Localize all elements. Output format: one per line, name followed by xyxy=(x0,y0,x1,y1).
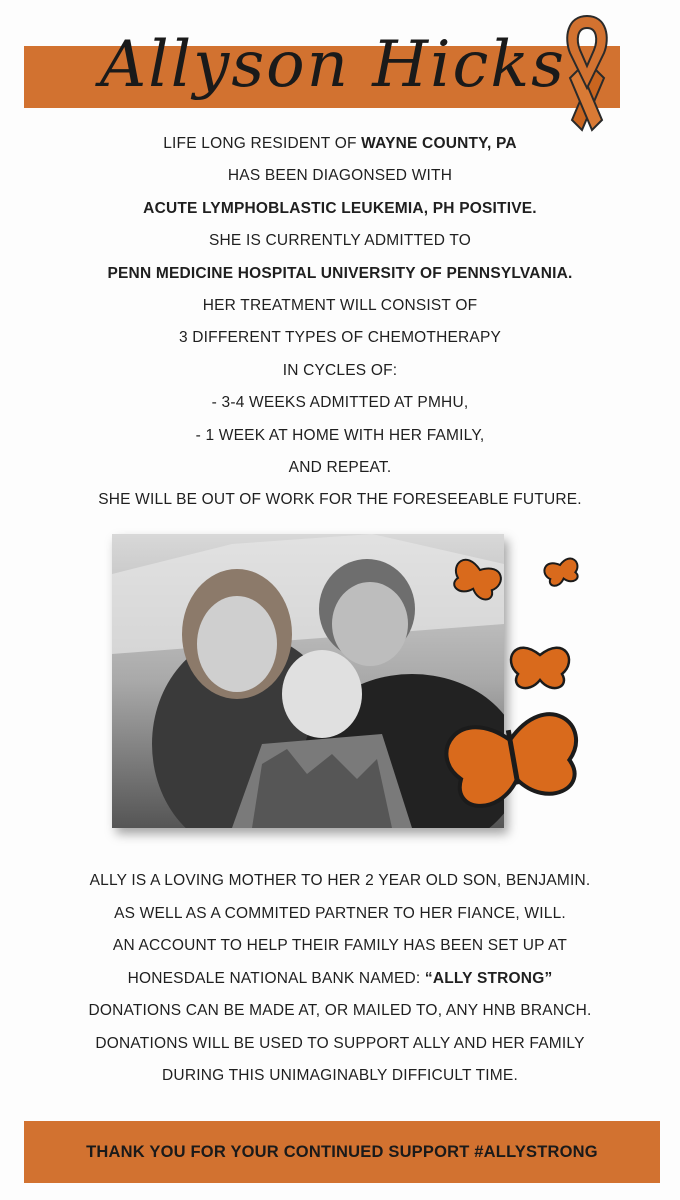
intro-line-pre: AND REPEAT. xyxy=(288,459,392,476)
intro-line-pre: IN CYCLES OF: xyxy=(282,361,398,379)
outro-line-pre: ALLY IS A LOVING MOTHER TO HER 2 YEAR OLD SON, BENJAMIN. xyxy=(89,872,591,889)
intro-line xyxy=(0,427,680,445)
intro-line-pre: 3 DIFFERENT TYPES OF CHEMOTHERAPY xyxy=(178,329,502,347)
outro-line-pre: HONESDALE NATIONAL BANK NAMED: xyxy=(127,969,425,987)
footer-banner xyxy=(24,1121,660,1183)
intro-line-pre: HER TREATMENT WILL CONSIST OF xyxy=(202,297,478,314)
intro-line xyxy=(0,491,680,509)
intro-line-bold: PENN MEDICINE HOSPITAL UNIVERSITY OF PENNSYLVANIA. xyxy=(107,264,573,282)
intro-line xyxy=(0,265,680,283)
page-title: Allyson Hicks xyxy=(100,28,566,102)
outro-line-pre: DURING THIS UNIMAGINABLY DIFFICULT TIME. xyxy=(162,1067,518,1084)
intro-line xyxy=(0,329,680,347)
footer-text: THANK YOU FOR YOUR CONTINUED SUPPORT #ALLYSTRONG xyxy=(86,1143,598,1161)
outro-line-pre: AN ACCOUNT TO HELP THEIR FAMILY HAS BEEN SET UP AT xyxy=(112,937,568,954)
intro-line xyxy=(0,297,680,315)
intro-line-bold: WAYNE COUNTY, PA xyxy=(361,135,517,152)
intro-line xyxy=(0,232,680,250)
outro-line xyxy=(0,905,680,923)
outro-line xyxy=(0,937,680,955)
outro-line xyxy=(0,872,680,890)
intro-line-pre: - 3-4 WEEKS ADMITTED AT PMHU, xyxy=(211,394,469,412)
intro-line-pre: SHE WILL BE OUT OF WORK FOR THE FORESEEABLE FUTURE. xyxy=(98,491,582,509)
outro-line-pre: AS WELL AS A COMMITED PARTNER TO HER FIANCE, WILL. xyxy=(114,904,566,922)
intro-line-pre: SHE IS CURRENTLY ADMITTED TO xyxy=(209,232,471,250)
intro-line xyxy=(0,167,680,185)
outro-line-pre: DONATIONS WILL BE USED TO SUPPORT ALLY AND HER FAMILY xyxy=(95,1034,585,1052)
intro-line xyxy=(0,135,680,153)
outro-line xyxy=(0,1067,680,1085)
intro-line xyxy=(0,459,680,477)
intro-line xyxy=(0,362,680,380)
intro-line-pre: HAS BEEN DIAGONSED WITH xyxy=(227,167,453,185)
intro-line-pre: LIFE LONG RESIDENT OF xyxy=(163,135,362,152)
monarch-butterfly-icon xyxy=(420,540,620,810)
intro-line xyxy=(0,200,680,218)
outro-line xyxy=(0,1002,680,1020)
awareness-ribbon-icon xyxy=(542,8,632,148)
outro-line xyxy=(0,970,680,988)
intro-line-bold: ACUTE LYMPHOBLASTIC LEUKEMIA, PH POSITIVE. xyxy=(143,199,537,217)
outro-line xyxy=(0,1035,680,1053)
intro-line xyxy=(0,394,680,412)
outro-line-bold: “ALLY STRONG” xyxy=(424,969,553,987)
intro-line-pre: - 1 WEEK AT HOME WITH HER FAMILY, xyxy=(195,426,485,444)
outro-line-pre: DONATIONS CAN BE MADE AT, OR MAILED TO, ANY HNB BRANCH. xyxy=(88,1002,592,1019)
